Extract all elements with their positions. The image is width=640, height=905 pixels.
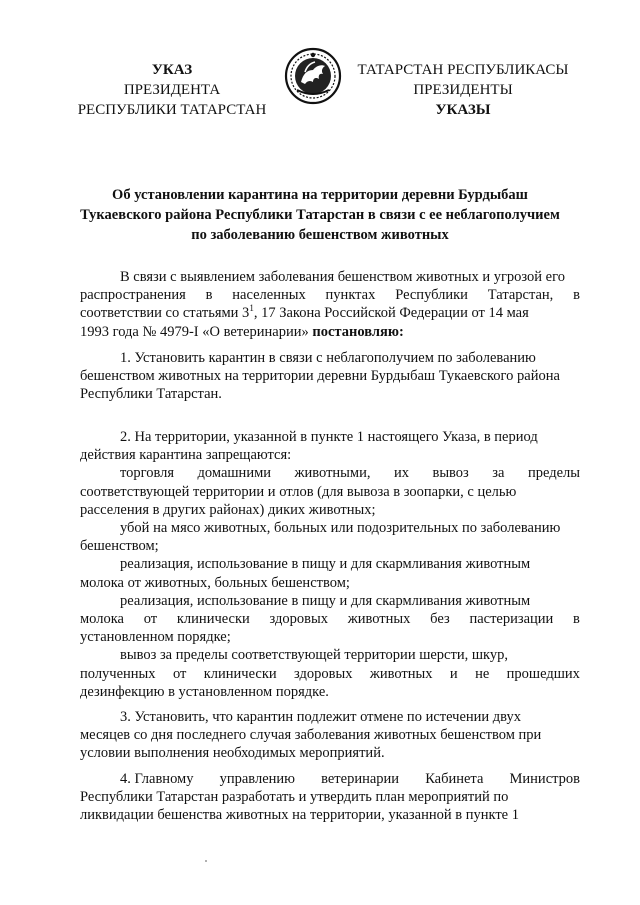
word: животных xyxy=(369,665,433,682)
word: животными, xyxy=(294,465,371,482)
word: в xyxy=(205,287,213,304)
text-line: молока от животных, больных бешенством; xyxy=(80,574,350,591)
word: здоровых xyxy=(294,665,353,682)
title-line: Тукаевского района Республики Татарстан в связи с ее неблагополучием xyxy=(80,207,560,223)
text-fragment: : xyxy=(398,323,404,340)
text-line xyxy=(80,464,580,482)
text-line: В связи с выявлением заболевания бешенством животных и угрозой его xyxy=(120,269,565,285)
word: пределы xyxy=(527,465,580,482)
word: их xyxy=(393,465,409,482)
text-line xyxy=(80,304,580,322)
text-line: действия карантина запрещаются: xyxy=(80,447,292,464)
word: ветеринарии xyxy=(321,771,400,787)
text-line: условии выполнения необходимых мероприятий. xyxy=(80,745,385,762)
word: от xyxy=(172,665,187,682)
header-left-line: РЕСПУБЛИКИ ТАТАРСТАН xyxy=(77,102,267,118)
header-left xyxy=(62,60,282,120)
word: молока xyxy=(80,611,124,628)
word: за xyxy=(492,465,505,482)
word: Министров xyxy=(509,771,580,787)
word: Республики xyxy=(395,287,468,304)
word: клинически xyxy=(176,611,250,628)
word: пастеризации xyxy=(469,611,554,628)
text-line: Республики Татарстан разработать и утвердить план мероприятий по xyxy=(80,789,509,806)
scan-speck xyxy=(205,860,207,862)
text-line: 2. На территории, указанной в пункте 1 настоящего Указа, в период xyxy=(120,429,538,445)
title-line: Об установлении карантина на территории деревни Бурдыбаш xyxy=(112,187,528,203)
text-fragment: соответствии со статьями 3 xyxy=(80,305,250,322)
word: населенных xyxy=(232,287,306,304)
text-fragment: 1993 года № 4979-I «О ветеринарии» xyxy=(80,323,313,340)
text-line: реализация, использование в пищу и для скармливания животным xyxy=(120,556,531,573)
text-line: Республики Татарстан. xyxy=(80,386,222,403)
header-left-line: УКАЗ xyxy=(151,62,193,78)
word: Татарстан, xyxy=(487,287,554,304)
text-line: соответствующей территории и отлов (для вывоза в зоопарки, с целью xyxy=(80,483,517,500)
word: полученных xyxy=(80,665,156,682)
word: животных xyxy=(347,611,411,628)
text-line: дезинфекцию в установленном порядке. xyxy=(80,683,329,700)
word: торговля xyxy=(120,465,175,482)
item-3 xyxy=(80,708,580,763)
word: прошедших xyxy=(506,665,580,682)
decree-verb: постановляю xyxy=(312,323,399,340)
header-right xyxy=(344,60,582,120)
item-1 xyxy=(80,349,580,404)
text-line: бешенством животных на территории деревни Бурдыбаш Тукаевского района xyxy=(80,368,560,385)
word: клинически xyxy=(203,665,277,682)
text-line: вывоз за пределы соответствующей территории шерсти, шкур, xyxy=(120,647,508,664)
word: распространения xyxy=(80,287,186,304)
text-line: расселения в других районах) диких животных; xyxy=(80,501,376,518)
text-line: бешенством; xyxy=(80,538,159,555)
word: не xyxy=(475,665,490,682)
text-line: 3. Установить, что карантин подлежит отмене по истечении двух xyxy=(120,709,522,725)
word: в xyxy=(573,611,580,628)
word: пунктах xyxy=(325,287,376,304)
superscript: 1 xyxy=(249,303,254,314)
intro-paragraph xyxy=(80,268,580,341)
text-fragment: , 17 Закона Российской Федерации от 14 мая xyxy=(253,305,529,322)
word: и xyxy=(449,665,458,682)
word: без xyxy=(430,611,450,628)
item-2 xyxy=(80,428,580,701)
title-line: по заболеванию бешенством животных xyxy=(191,227,449,243)
word: вывоз xyxy=(432,465,469,482)
header-right-line: ПРЕЗИДЕНТЫ xyxy=(413,82,513,98)
text-line xyxy=(80,770,580,788)
word: 4. Главному xyxy=(120,771,194,787)
text-line xyxy=(80,286,580,304)
word: здоровых xyxy=(269,611,328,628)
text-line: убой на мясо животных, больных или подозрительных по заболеванию xyxy=(120,520,561,537)
text-line: реализация, использование в пищу и для скармливания животным xyxy=(120,592,531,609)
word: управлению xyxy=(219,771,295,787)
tatarstan-coat-of-arms-icon xyxy=(283,46,343,106)
word: Кабинета xyxy=(425,771,484,787)
word: домашними xyxy=(197,465,272,482)
text-line xyxy=(80,323,580,341)
text-line: 1. Установить карантин в связи с неблагополучием по заболеванию xyxy=(120,350,536,366)
word: в xyxy=(573,287,580,304)
header-left-line: ПРЕЗИДЕНТА xyxy=(123,82,221,98)
document-title xyxy=(60,185,580,245)
item-4 xyxy=(80,770,580,825)
text-line: ликвидации бешенства животных на территории, указанной в пункте 1 xyxy=(80,807,519,824)
text-line: месяцев со дня последнего случая заболевания животных бешенством при xyxy=(80,727,542,744)
text-line: установленном порядке; xyxy=(80,629,231,646)
text-line xyxy=(80,665,580,683)
word: от xyxy=(143,611,158,628)
header-right-line: УКАЗЫ xyxy=(435,102,491,118)
text-line xyxy=(80,610,580,628)
header-right-line: ТАТАРСТАН РЕСПУБЛИКАСЫ xyxy=(357,62,569,78)
